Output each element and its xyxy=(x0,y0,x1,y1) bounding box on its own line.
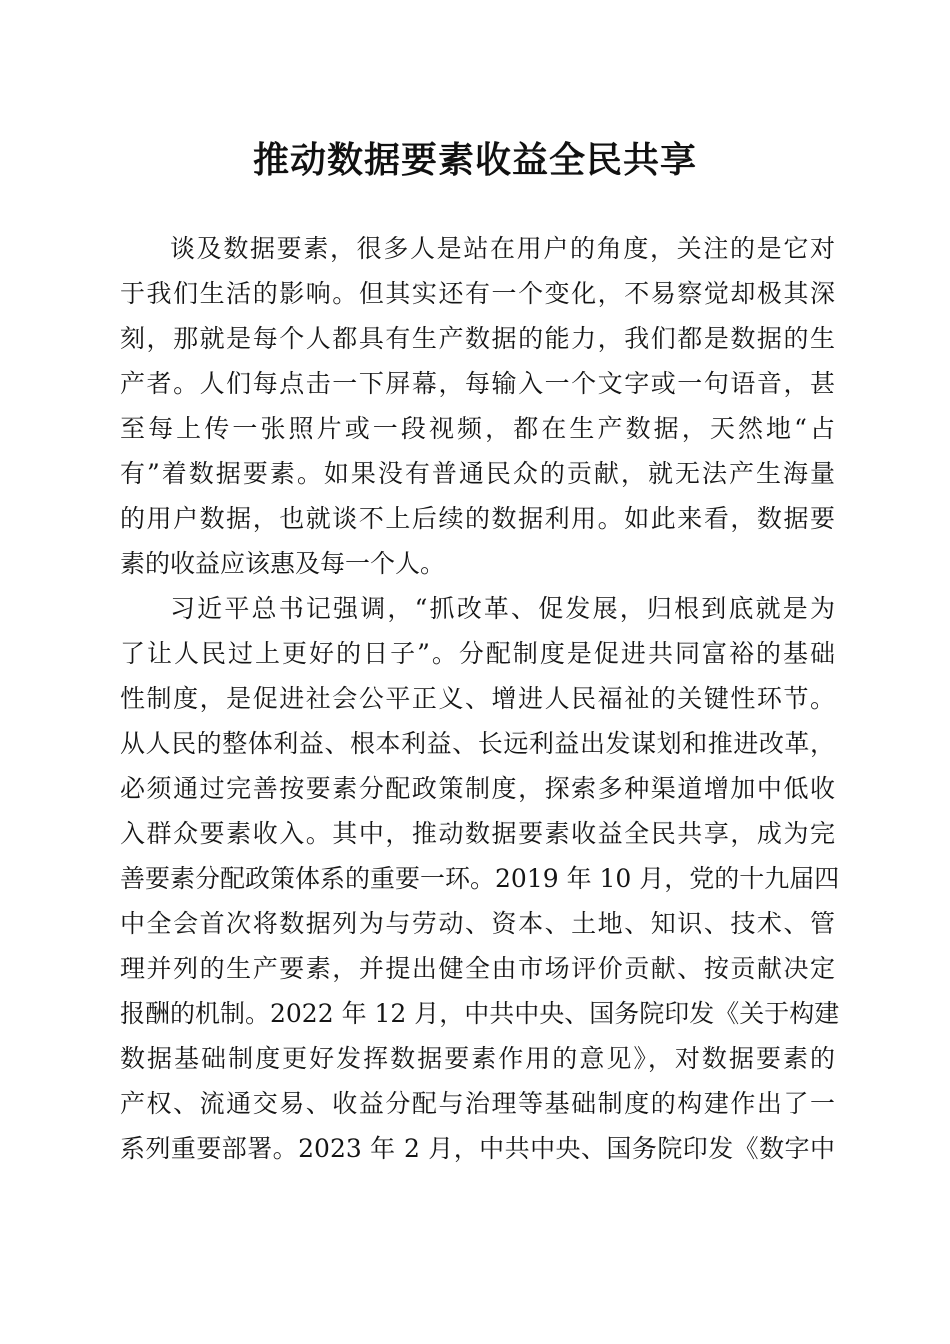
paragraph-2-line-1: 习近平总书记强调，“抓改革、促发展，归根到底就是为 xyxy=(170,594,835,623)
paragraph-1-line-5: 至每上传一张照片或一段视频，都在生产数据，天然地“占 xyxy=(120,414,835,443)
paragraph-2-line-12: 产权、流通交易、收益分配与治理等基础制度的构建作出了一 xyxy=(120,1089,835,1118)
paragraph-2-line-10: 报酬的机制。2022 年 12 月，中共中央、国务院印发《关于构建 xyxy=(120,999,840,1028)
paragraph-1-line-6: 有”着数据要素。如果没有普通民众的贡献，就无法产生海量 xyxy=(120,459,835,488)
paragraph-2 xyxy=(120,586,840,1171)
paragraph-2-line-2: 了让人民过上更好的日子”。分配制度是促进共同富裕的基础 xyxy=(120,639,835,668)
paragraph-2-line-13: 系列重要部署。2023 年 2 月，中共中央、国务院印发《数字中 xyxy=(120,1134,835,1163)
paragraph-2-line-5: 必须通过完善按要素分配政策制度，探索多种渠道增加中低收 xyxy=(120,774,835,803)
paragraph-1-line-3: 刻，那就是每个人都具有生产数据的能力，我们都是数据的生 xyxy=(120,324,835,353)
paragraph-2-line-3: 性制度，是促进社会公平正义、增进人民福祉的关键性环节。 xyxy=(120,684,835,713)
document-title: 推动数据要素收益全民共享 xyxy=(252,139,697,181)
paragraph-1-line-4: 产者。人们每点击一下屏幕，每输入一个文字或一句语音，甚 xyxy=(120,369,835,398)
paragraph-2-line-7: 善要素分配政策体系的重要一环。2019 年 10 月，党的十九届四 xyxy=(120,864,840,893)
paragraph-2-line-11: 数据基础制度更好发挥数据要素作用的意见》，对数据要素的 xyxy=(120,1044,835,1073)
paragraph-2-line-8: 中全会首次将数据列为与劳动、资本、土地、知识、技术、管 xyxy=(120,909,835,938)
paragraph-2-line-4: 从人民的整体利益、根本利益、长远利益出发谋划和推进改革， xyxy=(120,729,835,758)
paragraph-1-line-7: 的用户数据，也就谈不上后续的数据利用。如此来看，数据要 xyxy=(120,504,835,533)
paragraph-1-line-8: 素的收益应该惠及每一个人。 xyxy=(120,549,446,578)
paragraph-2-line-9: 理并列的生产要素，并提出健全由市场评价贡献、按贡献决定 xyxy=(120,954,835,983)
paragraph-2-line-6: 入群众要素收入。其中，推动数据要素收益全民共享，成为完 xyxy=(120,819,835,848)
paragraph-1 xyxy=(120,226,835,586)
document-body xyxy=(120,226,840,1171)
paragraph-1-line-1: 谈及数据要素，很多人是站在用户的角度，关注的是它对 xyxy=(170,234,835,263)
paragraph-1-line-2: 于我们生活的影响。但其实还有一个变化，不易察觉却极其深 xyxy=(120,279,835,308)
